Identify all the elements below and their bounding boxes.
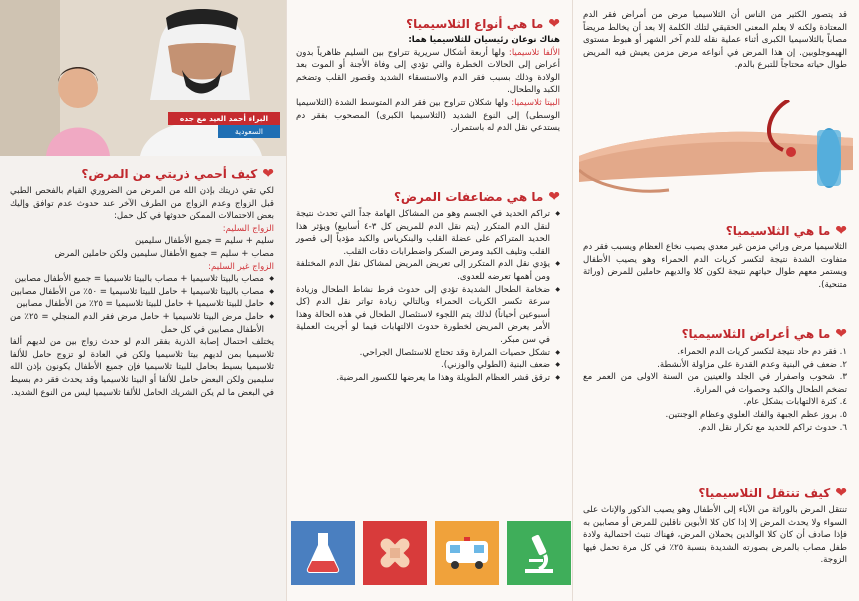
list-item: ٥. بروز عظم الجبهة والفك العلوي وعظام الوجنتين. [665,409,847,420]
heart-icon: ❤ [835,485,847,501]
types-title: ما هي أنواع الثلاسيميا؟ [406,17,544,31]
list-item: ٢. ضعف في البنية وعدم القدرة على مزاولة الأنشطة. [657,359,847,370]
list-item: ◆ ضعف البنية (الطولي والوزني). [296,359,560,372]
list-item: ٤. كثرة الالتهابات بشكل عام. [743,397,847,408]
list-item: ◆ حامل للبيتا ثلاسيميا + حامل للبيتا ثلاسيميا = ٢٥٪ من الأطفال مصابين [10,298,274,311]
types-heading [406,16,560,32]
list-item: ◆ تشكل حصيات المرارة وقد تحتاج للاستئصال الجراحي. [296,347,560,360]
unhealthy-list [10,273,274,336]
list-item: ٣. شحوب واصفرار في الجلد والعينين من السنة الاولى من العمر مع تضخم الطحال والكبد وحصوات في المرارة. [583,372,847,395]
caption-name: البراء أحمد العيد مع جده [168,112,280,125]
symptoms-list [583,346,847,434]
transmit-text: تنتقل المرض بالوراثة من الآباء إلى الأطفال وهو يصيب الذكور والإناث على السواء ولا يحدث المرض إلا إذا كان كلا الأبوين ناقلين للمرض أو مصابين به فإذا صادف أن كان كلا الوالدين يحملان المرض، فهناك نتبث احتمالية ولادة طفل مصاب بالمرض بصورته الشديدة بنسبة ٢٥٪ في كل مرة تحمل فيها الزوجة. [583,505,847,566]
protect-title: كيف أحمي ذريتي من المرض؟ [81,167,258,181]
ambulance-icon [435,521,499,585]
list-item: مصاب + سليم = جميع الأطفال سليمين ولكن حاملين المرض [54,248,274,259]
heart-icon: ❤ [835,326,847,342]
intro-paragraph: قد يتصور الكثير من الناس أن الثلاسيميا مرض من أمراض فقر الدم المعتادة ولكنه لا يعلم المعنى الحقيقي لتلك الكلمة إلا بعد أن يخالط مريضاً مصاباً بالثلاسيميا الكبرى أثناء عملية نقله للدم آخر الشهر أو هبوط مستوى الهيموجلوبين. إن هذا المرض في أنواعه مرض مزمن يعيش فيه المريض طوال حياته محتاجاً للتبرع بالدم. [583,10,847,71]
list-item: ◆ ترقق قشر العظام الطويلة وهذا ما يعرضها للكسور المرضية. [296,372,560,385]
arm-blood-bag-illustration [579,100,853,196]
closing-text: يختلف احتمال إصابة الذرية بفقر الدم لو حدث زواج بين من لديهم ألفا ثلاسيميا بمن لديهم بيتا ثلاسيميا ولكن في العادة لو تزوج حامل للألفا ثلاسيميا بسيط بحامل للبيتا ثلاسيميا فإن جميع الأطفال يكونون بإذن الله سليمين ولكن البعض حامل للألفا أو البيتا ثلاسيميا وقد يحدث فقر دم بسيط في البعض ما لم يكن الشريك الحامل للألفا ثلاسيميا ليس من النوع الشديد. [10,337,274,398]
what-is-heading [726,223,847,239]
unhealthy-title: الزواج غير السليم: [208,261,274,272]
heart-icon: ❤ [835,223,847,239]
transmit-title: كيف تنتقل الثلاسيميا؟ [698,486,831,500]
list-item: ٦. حدوث تراكم للحديد مع تكرار نقل الدم. [698,422,847,433]
transmit-heading [698,485,847,501]
icon-row [287,521,573,587]
complications-list [296,208,560,384]
family-photo [0,0,286,156]
alpha-text: ولها أربعة أشكال سريرية تتراوح بين السليم ظاهرياً بدون أعراض إلى الحالات الخطرة والتي تؤدي إلى وفاة الأجنة أو الموت بعد الولادة وذلك بسبب فقر الدم والاستسقاء الشديد وقصور القلب وتضخم الكبد والطحال. [296,47,560,96]
heart-icon: ❤ [548,16,560,32]
healthy-title: الزواج السليم: [222,223,274,234]
microscope-icon [507,521,571,585]
symptoms-heading [682,326,847,342]
list-item: ◆ ضخامة الطحال الشديدة تؤدي إلى حدوث فرط نشاط الطحال وزيادة سرعة تكسر الكريات الحمراء وبالتالي زيادة تواتر نقل الدم (كل أسبوعين أحياناً) لذلك يتم اللجوء لاستئصال الطحال في هذه الحالة وهذا الأمر يعرض المريض لخطورة حدوث الالتهابات فيما لو أجريت العملية في سن مبكر. [296,284,560,347]
photo-caption [168,112,280,138]
types-body [296,34,560,135]
heart-icon: ❤ [548,189,560,205]
list-item: ١. فقر دم حاد نتيجة لتكسر كريات الدم الحمراء. [677,347,847,357]
heart-icon: ❤ [262,166,274,182]
types-intro: هناك نوعان رئيسيان للثلاسيميا هما: [408,35,560,45]
what-is-text: الثلاسيميا مرض وراثي مزمن غير معدي يصيب نخاع العظام ويسبب فقر دم متفاوت الشدة نتيجة لتكسر كريات الدم الحمراء وهو يصيب الأطفال ويستمر معهم طوال حياتهم نتيجة لكون كلا والديهم حاملين للمرض (وراثة متنحية). [583,242,847,290]
left-column [0,0,286,601]
flask-icon [291,521,355,585]
protect-body [10,185,274,399]
list-item: ◆ تراكم الحديد في الجسم وهو من المشاكل الهامة جداً التي تحدث نتيجة لنقل الدم المتكرر (يتم نقل الدم للمريض كل ٣-٤ أسابيع) ويؤثر هذا الحديد المتراكم على عضلة القلب والبنكرياس والكبد مؤدياً إلى قصور القلب وتليف الكبد ومرض السكر واضطرابات دقات القلب. [296,208,560,258]
list-item: سليم + سليم = جميع الأطفال سليمين [134,236,274,247]
complications-title: ما هي مضاعفات المرض؟ [393,190,544,204]
list-item: ◆ يؤدي نقل الدم المتكرر إلى تعريض المريض لمشاكل نقل الدم المختلفة ومن أهمها تعرضه للعدوى. [296,258,560,283]
alpha-label: الألفا ثلاسيميا: [508,47,560,58]
middle-column [286,0,573,601]
beta-text: ولها شكلان تتراوح بين فقر الدم المتوسط الشدة (الثلاسيميا الوسطى) إلى النوع الشديد (الثلاسيميا الكبرى) المصحوب بفقر دم يستدعي نقل الدم له باستمرار. [296,97,560,134]
list-item: ◆ مصاب بالبيتا ثلاسيميا + مصاب بالبيتا ثلاسيميا = جميع الأطفال مصابين [10,273,274,286]
beta-label: البيتا ثلاسيميا: [511,97,560,108]
list-item: ◆ حامل مرض البيتا ثلاسيميا + حامل مرض فقر الدم المنجلي = ٢٥٪ من الأطفال مصابين في كل حمل [10,311,274,336]
right-column [573,0,859,601]
caption-country: السعودية [218,125,280,138]
protect-text: لكي تقي ذريتك بإذن الله من المرض من الضروري القيام بالفحص الطبي قبل الزواج وعدم الزواج من الطرف الآخر عند حدوث عدم توافق وإليك بعض الاحتمالات الممكن حدوثها في كل حمل: [10,186,274,222]
complications-heading [394,189,560,205]
protect-heading [81,166,274,182]
list-item: ◆ مصاب بالبيتا ثلاسيميا + حامل للبيتا ثلاسيميا = ٥٠٪ من الأطفال مصابين [10,286,274,299]
what-is-title: ما هي الثلاسيميا؟ [725,224,831,238]
symptoms-title: ما هي أعراض الثلاسيميا؟ [681,327,831,341]
bandage-icon [363,521,427,585]
